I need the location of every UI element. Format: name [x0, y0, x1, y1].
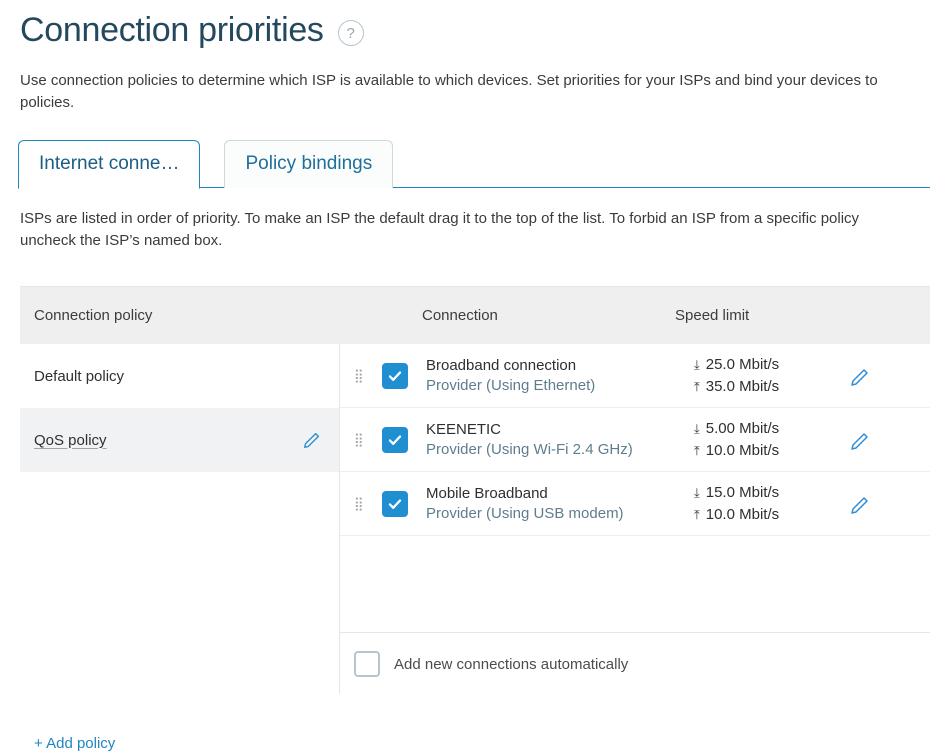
edit-pencil-icon[interactable] — [848, 429, 870, 451]
download-arrow-icon: ⤓ — [694, 420, 700, 436]
connection-provider: Provider (Using Ethernet) — [426, 376, 596, 394]
list-spacer — [340, 536, 930, 624]
help-circle-icon[interactable]: ? — [338, 20, 364, 46]
table-row[interactable] — [340, 408, 930, 472]
upload-speed: 35.0 Mbit/s — [705, 377, 780, 395]
connection-checkbox[interactable] — [382, 427, 408, 453]
tab-bar — [18, 140, 930, 188]
connection-provider: Provider (Using Wi-Fi 2.4 GHz) — [426, 440, 633, 458]
tab-internet-connections[interactable]: Internet conne… — [18, 140, 200, 189]
upload-speed: 10.0 Mbit/s — [705, 505, 780, 523]
connection-info — [426, 356, 694, 396]
table-row[interactable] — [340, 472, 930, 536]
speed-limits — [694, 418, 826, 462]
drag-handle-icon[interactable]: ⣿ — [354, 496, 366, 511]
upload-speed: 10.0 Mbit/s — [705, 441, 780, 459]
table-header — [20, 287, 930, 344]
edit-pencil-icon[interactable] — [301, 429, 323, 451]
page-header — [0, 0, 930, 52]
speed-limits — [694, 354, 826, 398]
policy-name: QoS policy — [34, 431, 107, 449]
tab-description: ISPs are listed in order of priority. To make an ISP the default drag it to the top of the list. To forbid an ISP from a specific policy uncheck the ISP’s named box. — [20, 210, 860, 249]
upload-arrow-icon: ⤒ — [694, 506, 700, 522]
policy-item-default[interactable] — [20, 344, 339, 408]
policy-list — [20, 344, 340, 752]
auto-add-checkbox[interactable] — [354, 651, 380, 677]
connection-policies-panel — [20, 286, 930, 752]
drag-handle-icon[interactable]: ⣿ — [354, 432, 366, 447]
connection-checkbox[interactable] — [382, 491, 408, 517]
table-body — [20, 344, 930, 752]
download-arrow-icon: ⤓ — [694, 484, 700, 500]
connection-info — [426, 484, 694, 524]
edit-pencil-icon[interactable] — [848, 493, 870, 515]
download-arrow-icon: ⤓ — [694, 356, 700, 372]
column-header-speed-limit: Speed limit — [675, 307, 750, 324]
auto-add-row — [340, 632, 930, 677]
download-speed: 25.0 Mbit/s — [705, 355, 780, 373]
connection-name: Mobile Broadband — [426, 484, 548, 502]
upload-arrow-icon: ⤒ — [694, 378, 700, 394]
connection-provider: Provider (Using USB modem) — [426, 504, 624, 522]
page-title: Connection priorities — [20, 11, 324, 49]
policy-item-qos[interactable] — [20, 408, 339, 472]
connection-name: KEENETIC — [426, 420, 502, 438]
drag-handle-icon[interactable]: ⣿ — [354, 368, 366, 383]
page-description: Use connection policies to determine which ISP is available to which devices. Set priorities for your ISPs and bind your devices to policies. — [20, 72, 878, 111]
auto-add-label: Add new connections automatically — [394, 655, 629, 673]
speed-limits — [694, 482, 826, 526]
policy-name: Default policy — [34, 367, 125, 385]
edit-pencil-icon[interactable] — [848, 365, 870, 387]
download-speed: 15.0 Mbit/s — [705, 483, 780, 501]
column-header-connection: Connection — [422, 307, 498, 324]
connection-info — [426, 420, 694, 460]
connection-list — [340, 344, 930, 694]
table-row[interactable] — [340, 344, 930, 408]
upload-arrow-icon: ⤒ — [694, 442, 700, 458]
column-header-policy: Connection policy — [34, 307, 153, 324]
connection-checkbox[interactable] — [382, 363, 408, 389]
download-speed: 5.00 Mbit/s — [705, 419, 780, 437]
connection-name: Broadband connection — [426, 356, 577, 374]
tab-policy-bindings[interactable]: Policy bindings — [224, 140, 393, 188]
add-policy-button[interactable]: + Add policy — [34, 735, 116, 752]
